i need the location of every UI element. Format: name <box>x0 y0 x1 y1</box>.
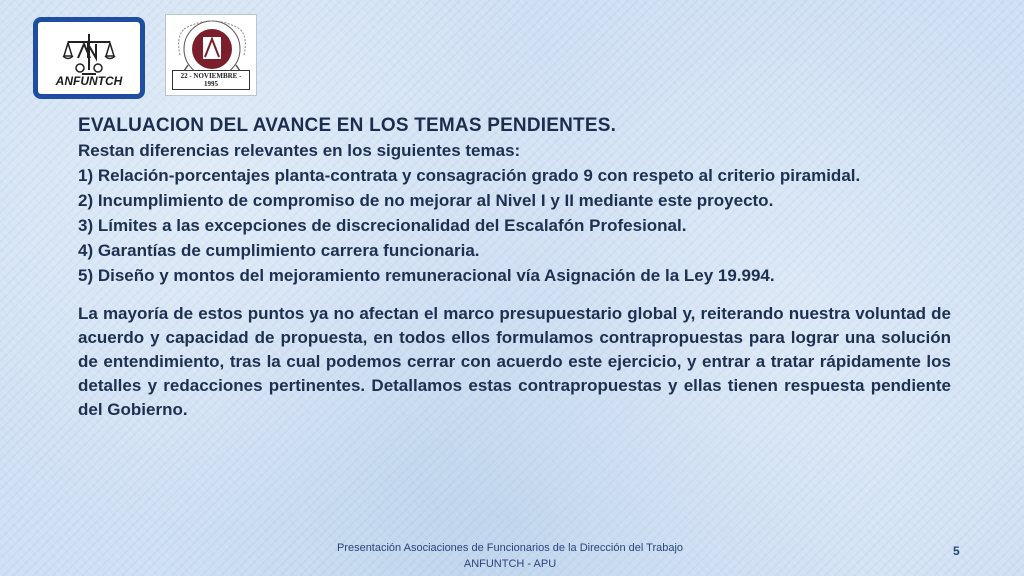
footer <box>310 540 710 572</box>
intro-text: Restan diferencias relevantes en los siguientes temas: <box>78 141 521 160</box>
footer-subtitle: ANFUNTCH - APU <box>463 558 557 570</box>
anfuntch-logo <box>33 17 145 99</box>
scales-emblem-icon <box>60 30 118 78</box>
apu-logo <box>165 14 257 96</box>
anfuntch-logo-text: ANFUNTCH <box>55 74 123 88</box>
slide-heading: EVALUACION DEL AVANCE EN LOS TEMAS PENDIENTES. <box>78 115 617 136</box>
page-number: 5 <box>953 544 960 558</box>
list-item: 1) Relación-porcentajes planta-contrata y consagración grado 9 con respeto al criterio piramidal. <box>78 166 861 185</box>
body-paragraph: La mayoría de estos puntos ya no afectan el marco presupuestario global y, reiterando nuestra voluntad de acuerdo y capacidad de propuesta, en todos ellos formulamos contrapropuestas para lograr una solución de entendimiento, tras la cual podemos cerrar con acuerdo este ejercicio, y entrar a tratar rápidamente los detalles y redacciones pertinentes. Detallamos estas contrapropuestas y ellas tienen respuesta pendiente del Gobierno. <box>78 304 951 419</box>
footer-title: Presentación Asociaciones de Funcionarios de la Dirección del Trabajo <box>336 542 684 554</box>
apu-logo-date: 22 - NOVIEMBRE - 1995 <box>172 70 250 90</box>
slide-content <box>78 113 951 422</box>
list-item: 3) Límites a las excepciones de discrecionalidad del Escalafón Profesional. <box>78 216 687 235</box>
list-item: 5) Diseño y montos del mejoramiento remuneracional vía Asignación de la Ley 19.994. <box>78 266 775 285</box>
list-item: 2) Incumplimiento de compromiso de no mejorar al Nivel I y II mediante este proyecto. <box>78 191 774 210</box>
list-item: 4) Garantías de cumplimiento carrera funcionaria. <box>78 241 480 260</box>
